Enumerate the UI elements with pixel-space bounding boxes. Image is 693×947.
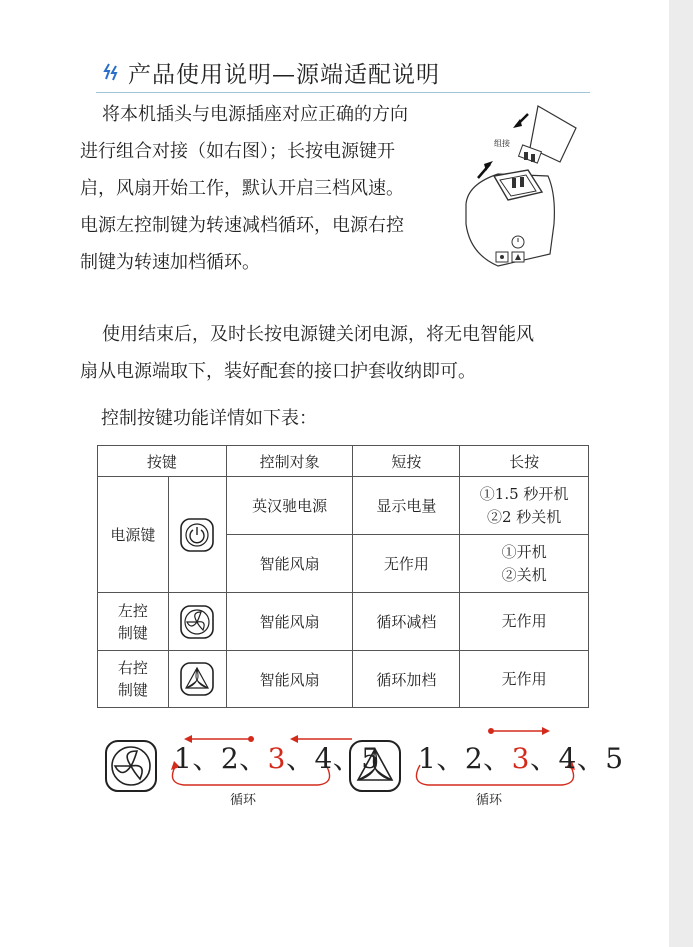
row-short: 显示电量	[353, 477, 460, 535]
current-speed: 3	[267, 742, 286, 775]
header-long-press: 长按	[460, 446, 589, 477]
scrollbar[interactable]	[669, 0, 693, 947]
row-short: 循环减档	[353, 593, 460, 651]
row-long	[460, 477, 589, 535]
table-row	[98, 651, 589, 708]
fan-increase-icon	[348, 739, 402, 793]
table-intro: 控制按键功能详情如下表：	[101, 408, 317, 429]
header-short-press: 短按	[353, 446, 460, 477]
current-speed: 3	[511, 742, 530, 775]
table-row	[98, 593, 589, 651]
speed-cycle-decrease	[104, 725, 380, 815]
power-icon	[179, 517, 215, 553]
table-header-row	[98, 446, 589, 477]
cycle-caption: 循环	[230, 793, 257, 808]
speed-cycle-increase	[348, 725, 624, 815]
fan-increase-icon	[179, 661, 215, 697]
key-label-line: 制键	[117, 623, 148, 642]
header-target: 控制对象	[226, 446, 353, 477]
header-key: 按键	[98, 446, 227, 477]
intro-line: 制键为转速加档循环。	[80, 252, 260, 273]
cycle-caption: 循环	[476, 793, 503, 808]
section-header	[100, 56, 440, 88]
intro-paragraph	[80, 96, 408, 281]
plug-connection-illustration	[458, 104, 583, 269]
sequence-end: 、4、5	[529, 742, 624, 775]
intro-line: 电源左控制键为转速减档循环，电源右控	[80, 215, 404, 236]
usage-line: 使用结束后，及时长按电源键关闭电源，将无电智能风	[102, 324, 534, 345]
key-function-table	[97, 445, 589, 708]
row-target: 英汉驰电源	[226, 477, 353, 535]
page-title: 产品使用说明—源端适配说明	[128, 61, 440, 88]
row-short: 循环加档	[353, 651, 460, 708]
long-press-item: ②关机	[501, 565, 547, 584]
sequence-start: 1、2、	[418, 742, 512, 775]
row-long: 无作用	[460, 593, 589, 651]
sequence-start: 1、2、	[174, 742, 268, 775]
lightning-icon	[100, 60, 124, 84]
fan-decrease-icon	[179, 604, 215, 640]
row-short: 无作用	[353, 535, 460, 593]
figure-label: 组接	[494, 139, 510, 148]
key-label-line: 制键	[117, 681, 148, 699]
intro-line: 启，风扇开始工作，默认开启三档风速。	[80, 178, 404, 199]
fan-decrease-icon	[104, 739, 158, 793]
key-label-line: 右控	[117, 659, 148, 677]
long-press-item: ②2 秒关机	[486, 507, 562, 526]
row-long: 无作用	[460, 651, 589, 708]
row-target: 智能风扇	[226, 535, 353, 593]
usage-paragraph	[80, 316, 534, 390]
row-long	[460, 535, 589, 593]
speed-sequence	[418, 737, 624, 777]
right-key-icon-cell	[168, 651, 226, 708]
long-press-item: ①1.5 秒开机	[479, 484, 569, 503]
usage-line: 扇从电源端取下，装好配套的接口护套收纳即可。	[80, 361, 476, 382]
intro-line: 将本机插头与电源插座对应正确的方向	[102, 104, 408, 125]
power-key-label: 电源键	[98, 477, 169, 593]
power-key-icon-cell	[168, 477, 226, 593]
key-label-line: 左控	[117, 601, 148, 620]
intro-line: 进行组合对接（如右图）；长按电源键开	[80, 141, 395, 162]
left-key-icon-cell	[168, 593, 226, 651]
right-key-label	[98, 651, 169, 708]
sequence-end: 、4、5	[285, 742, 380, 775]
row-target: 智能风扇	[226, 651, 353, 708]
long-press-item: ①开机	[501, 542, 547, 561]
title-divider	[96, 92, 590, 93]
left-key-label	[98, 593, 169, 651]
row-target: 智能风扇	[226, 593, 353, 651]
table-row	[98, 477, 589, 535]
